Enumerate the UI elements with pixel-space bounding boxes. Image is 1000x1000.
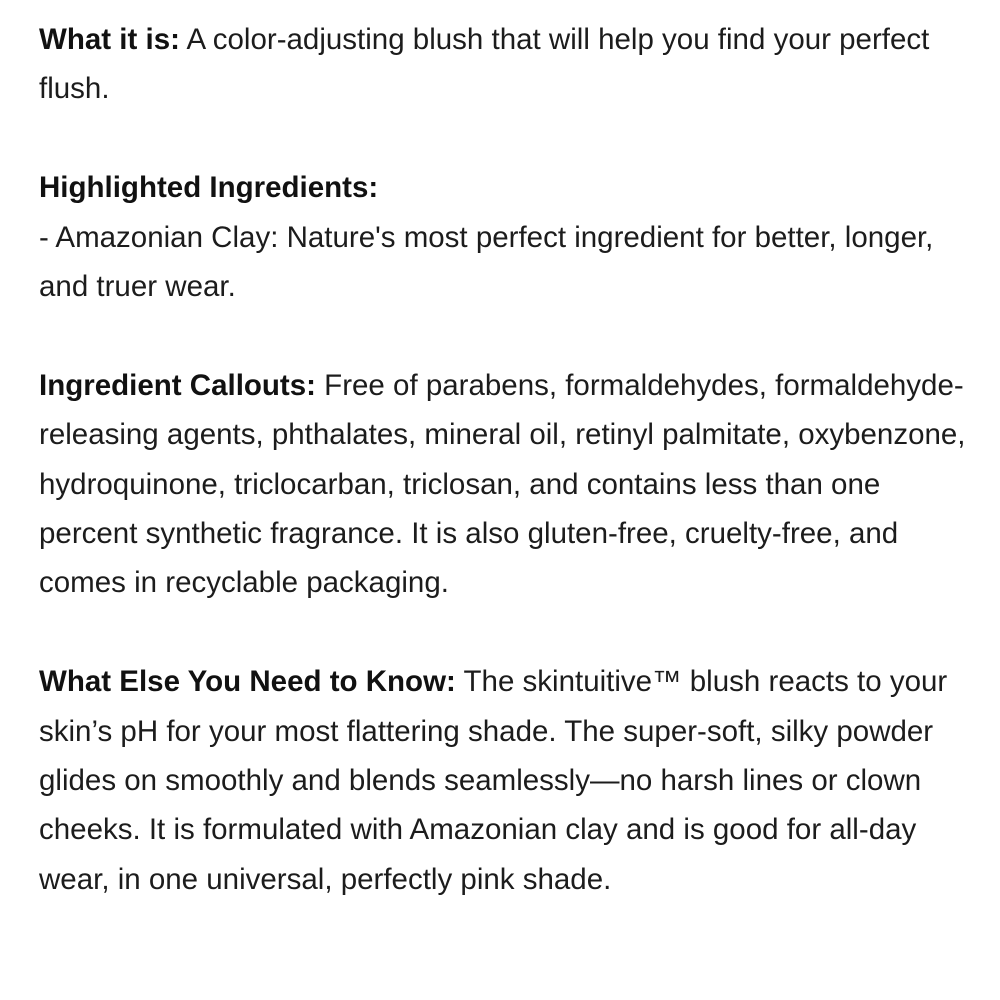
what-it-is-label: What it is: — [39, 23, 180, 56]
what-else-label: What Else You Need to Know: — [39, 665, 456, 699]
what-else-text: The skintuitive™ blush reacts to your skin’s pH for your most flattering shade. The super-soft, silky powder glides on smoothly and blends seamlessly—no harsh lines or clown cheeks. It is formulated with Amazonian clay and is good for all-day wear, in one universal, perfectly pink shade. — [39, 665, 948, 896]
section-ingredient-callouts — [39, 361, 974, 608]
what-it-is-text: A color-adjusting blush that will help you find your perfect flush. — [39, 23, 930, 106]
highlighted-ingredients-text: - Amazonian Clay: Nature's most perfect ingredient for better, longer, and truer wear. — [39, 220, 934, 304]
product-description — [39, 15, 974, 954]
section-what-it-is — [39, 15, 974, 114]
ingredient-callouts-label: Ingredient Callouts: — [39, 368, 316, 402]
ingredient-callouts-text: Free of parabens, formaldehydes, formaldehyde-releasing agents, phthalates, mineral oil, retinyl palmitate, oxybenzone, hydroquinone, triclocarban, triclosan, and contains less than one percent synthetic fragrance. It is also gluten-free, cruelty-free, and comes in recyclable packaging. — [39, 368, 966, 600]
section-highlighted-ingredients — [39, 163, 974, 311]
highlighted-ingredients-heading: Highlighted Ingredients: — [39, 171, 379, 205]
section-what-else-to-know — [39, 657, 974, 904]
